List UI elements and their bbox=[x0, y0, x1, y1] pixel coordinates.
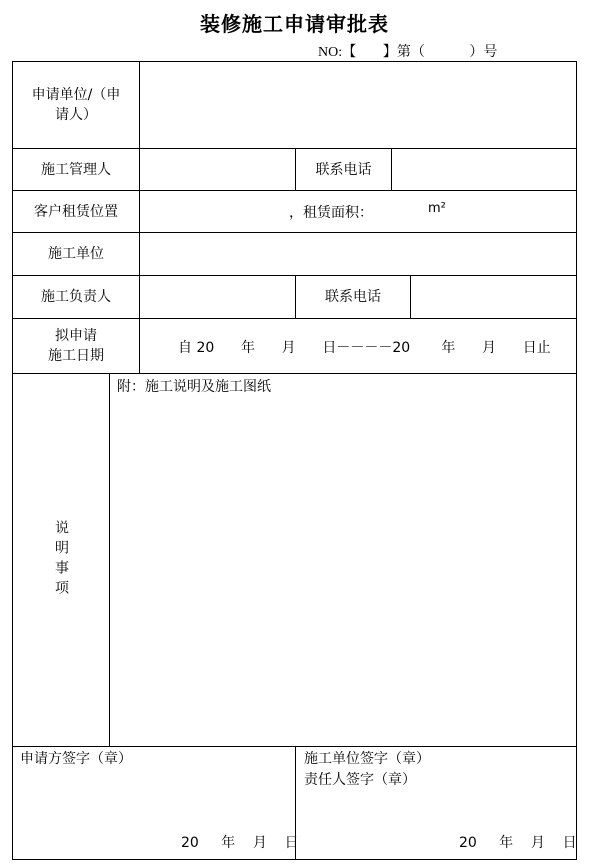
attachment-note: 附：施工说明及施工图纸 bbox=[117, 379, 271, 395]
responsible-field[interactable] bbox=[140, 276, 295, 318]
document-number bbox=[318, 41, 497, 61]
manager-phone-field[interactable] bbox=[392, 149, 577, 190]
date-label-line-1: 拟申请 bbox=[55, 328, 97, 344]
page-title: 装修施工申请审批表 bbox=[200, 12, 389, 36]
number-text: 【 】第（ ）号 bbox=[342, 44, 498, 60]
applicant-label: 申请单位/（申请人） bbox=[31, 87, 121, 123]
area-label: ，租赁面积： bbox=[289, 205, 373, 221]
responsible-label: 施工负责人 bbox=[41, 289, 111, 305]
contractor-field[interactable] bbox=[140, 233, 577, 275]
date-label-line-2: 施工日期 bbox=[48, 348, 104, 364]
location-label: 客户租赁位置 bbox=[34, 203, 118, 220]
number-label: NO: bbox=[318, 45, 343, 60]
applicant-field[interactable] bbox=[140, 62, 577, 148]
notes-label bbox=[13, 374, 109, 746]
contractor-label: 施工单位 bbox=[48, 246, 104, 262]
area-unit: m² bbox=[428, 201, 446, 216]
responsible-phone-field[interactable] bbox=[411, 276, 577, 318]
notes-label-text: 说明事项 bbox=[53, 520, 69, 600]
applicant-signature-date: 20 年 月 日 bbox=[181, 835, 299, 851]
manager-field[interactable] bbox=[140, 149, 295, 190]
responsible-phone-label: 联系电话 bbox=[325, 289, 381, 305]
date-range[interactable]: 自 20 年 月 日－－－－20 年 月 日止 bbox=[178, 340, 551, 356]
contractor-signature-date: 20 年 月 日 bbox=[459, 835, 577, 851]
notes-field[interactable] bbox=[110, 396, 577, 746]
date-label bbox=[13, 319, 139, 373]
manager-phone-label: 联系电话 bbox=[315, 161, 372, 178]
applicant-signature-label: 申请方签字（章） bbox=[20, 751, 132, 767]
contractor-signature-label: 施工单位签字（章） bbox=[304, 751, 430, 767]
manager-label: 施工管理人 bbox=[41, 161, 111, 178]
responsible-signature-label: 责任人签字（章） bbox=[304, 772, 416, 788]
approval-form-table bbox=[12, 61, 577, 860]
